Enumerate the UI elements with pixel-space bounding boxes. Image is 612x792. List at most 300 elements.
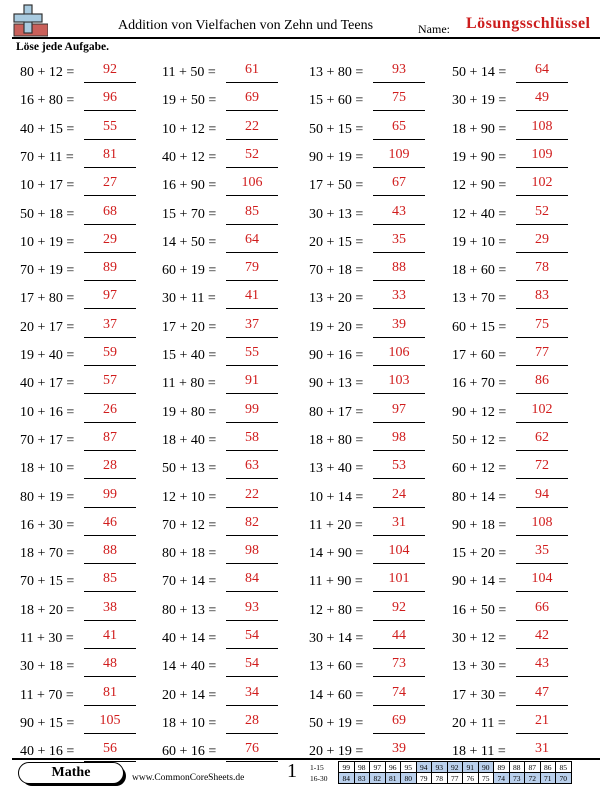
problem-expression: 60 + 19 =	[162, 263, 217, 279]
problem-item	[309, 173, 429, 199]
problem-expression: 16 + 90 =	[162, 178, 217, 194]
answer-value: 108	[531, 514, 553, 530]
answer-line	[516, 337, 568, 338]
problem-item	[162, 711, 282, 737]
answer-line	[226, 422, 278, 423]
answer-value: 49	[535, 90, 549, 106]
name-label: Name:	[418, 22, 450, 36]
problem-expression: 11 + 90 =	[309, 574, 363, 590]
problem-item	[309, 654, 429, 680]
answer-line	[84, 280, 136, 281]
problem-item	[20, 569, 140, 595]
problem-expression: 90 + 16 =	[309, 348, 364, 363]
answer-value: 22	[245, 486, 259, 502]
answer-value: 109	[531, 146, 553, 162]
answer-value: 97	[103, 288, 117, 304]
answer-value: 81	[103, 146, 117, 162]
problem-item	[162, 371, 282, 397]
answer-line	[516, 705, 568, 706]
problem-item	[309, 428, 429, 454]
problem-item	[20, 541, 140, 567]
problem-expression: 80 + 18 =	[162, 546, 217, 562]
answer-line	[373, 478, 425, 479]
key-cell: 94	[416, 762, 432, 773]
problem-expression: 20 + 15 =	[309, 234, 364, 250]
answer-value: 108	[531, 118, 553, 134]
problem-item	[162, 654, 282, 680]
answer-line	[516, 422, 568, 423]
problem-expression: 50 + 13 =	[162, 461, 217, 477]
answer-line	[84, 591, 136, 592]
problem-expression: 13 + 80 =	[309, 65, 364, 80]
problem-expression: 10 + 12 =	[162, 121, 217, 137]
answer-value: 38	[103, 599, 117, 615]
problem-expression: 14 + 90 =	[309, 546, 364, 562]
problem-item	[452, 541, 572, 567]
answer-line	[516, 167, 568, 168]
answer-line	[226, 591, 278, 592]
problem-item	[162, 541, 282, 567]
answer-line	[373, 507, 425, 508]
brand-badge: Mathe	[18, 762, 124, 784]
problem-expression: 11 + 20 =	[309, 517, 363, 533]
problem-item	[162, 88, 282, 114]
answer-line	[373, 535, 425, 536]
key-cell: 93	[432, 762, 448, 773]
answer-value: 97	[392, 401, 406, 417]
answer-line	[516, 82, 568, 83]
answer-line	[84, 365, 136, 366]
problem-expression: 18 + 20 =	[20, 602, 75, 618]
answer-value: 102	[531, 175, 553, 191]
problem-item	[20, 456, 140, 482]
problem-expression: 80 + 14 =	[452, 489, 507, 505]
problem-expression: 90 + 13 =	[309, 376, 364, 392]
answer-line	[226, 280, 278, 281]
problem-expression: 10 + 19 =	[20, 234, 75, 250]
answer-line	[84, 563, 136, 564]
instruction-text: Löse jede Aufgabe.	[16, 41, 109, 53]
answer-line	[226, 224, 278, 225]
problem-expression: 40 + 14 =	[162, 631, 217, 646]
problem-item	[452, 258, 572, 284]
key-cell: 72	[525, 773, 541, 784]
problem-expression: 13 + 60 =	[309, 659, 364, 675]
answer-line	[226, 393, 278, 394]
answer-value: 105	[99, 712, 121, 728]
answer-line	[516, 563, 568, 564]
answer-value: 28	[245, 712, 259, 728]
problem-item	[20, 230, 140, 256]
problem-item	[20, 173, 140, 199]
problem-item	[20, 60, 140, 86]
problem-expression: 90 + 19 =	[309, 149, 364, 165]
problem-item	[452, 315, 572, 341]
answer-value: 69	[392, 712, 406, 728]
problem-item	[20, 513, 140, 539]
problem-item	[452, 343, 572, 369]
answer-value: 27	[103, 175, 117, 191]
answer-line	[516, 507, 568, 508]
answer-line	[373, 563, 425, 564]
answer-line	[84, 393, 136, 394]
answer-line	[84, 167, 136, 168]
problem-item	[309, 541, 429, 567]
answer-value: 58	[245, 429, 259, 445]
footer-divider	[12, 758, 600, 760]
answer-value: 88	[103, 543, 117, 559]
problem-item	[309, 315, 429, 341]
answer-line	[84, 705, 136, 706]
problem-expression: 30 + 13 =	[309, 206, 364, 222]
answer-line	[516, 139, 568, 140]
problem-expression: 50 + 19 =	[309, 715, 364, 731]
problem-item	[452, 513, 572, 539]
problem-item	[452, 173, 572, 199]
answer-value: 37	[103, 316, 117, 332]
problem-item	[20, 343, 140, 369]
problem-expression: 80 + 19 =	[20, 489, 75, 505]
problem-expression: 15 + 60 =	[309, 93, 364, 109]
answer-line	[84, 450, 136, 451]
answer-value: 93	[245, 599, 259, 615]
answer-line	[84, 195, 136, 196]
problem-expression: 70 + 11 =	[20, 149, 74, 165]
problem-item	[452, 456, 572, 482]
answer-line	[373, 591, 425, 592]
answer-value: 63	[245, 458, 259, 474]
answer-value: 21	[535, 712, 549, 728]
answer-line	[516, 365, 568, 366]
answer-line	[373, 393, 425, 394]
problem-item	[452, 654, 572, 680]
answer-value: 104	[531, 571, 553, 587]
answer-value: 39	[392, 741, 406, 757]
problem-expression: 15 + 20 =	[452, 546, 507, 562]
answer-value: 48	[103, 656, 117, 672]
problem-expression: 20 + 14 =	[162, 687, 217, 703]
answer-value: 53	[392, 458, 406, 474]
problem-item	[452, 428, 572, 454]
answer-line	[84, 337, 136, 338]
key-row	[308, 773, 571, 784]
answer-line	[226, 167, 278, 168]
answer-value: 59	[103, 345, 117, 360]
answer-line	[516, 280, 568, 281]
problem-expression: 19 + 80 =	[162, 404, 217, 420]
problem-expression: 20 + 17 =	[20, 319, 75, 335]
answer-line	[516, 110, 568, 111]
answer-line	[84, 110, 136, 111]
problem-expression: 18 + 90 =	[452, 121, 507, 137]
answer-value: 62	[535, 429, 549, 445]
answer-value: 98	[392, 429, 406, 445]
answer-value: 57	[103, 373, 117, 389]
problem-expression: 90 + 12 =	[452, 404, 507, 420]
answer-line	[516, 648, 568, 649]
problem-item	[162, 315, 282, 341]
answer-value: 72	[535, 458, 549, 474]
problem-expression: 12 + 80 =	[309, 602, 364, 618]
problem-item	[309, 626, 429, 652]
problem-expression: 90 + 15 =	[20, 715, 75, 731]
problem-expression: 30 + 11 =	[162, 291, 216, 307]
answer-line	[84, 620, 136, 621]
problem-expression: 50 + 15 =	[309, 121, 364, 137]
problem-expression: 80 + 13 =	[162, 602, 217, 618]
answer-value: 68	[103, 203, 117, 219]
problem-expression: 11 + 70 =	[20, 687, 74, 703]
problem-expression: 17 + 80 =	[20, 291, 75, 307]
answer-value: 101	[388, 571, 410, 587]
key-cell: 97	[370, 762, 386, 773]
problem-expression: 80 + 12 =	[20, 65, 75, 80]
problem-expression: 20 + 11 =	[452, 715, 506, 731]
answer-value: 31	[535, 741, 549, 757]
key-cell: 83	[354, 773, 370, 784]
answer-value: 54	[245, 628, 259, 643]
problem-item	[162, 145, 282, 171]
answer-value: 78	[535, 260, 549, 276]
problem-expression: 90 + 18 =	[452, 517, 507, 533]
problem-item	[162, 598, 282, 624]
problem-expression: 17 + 50 =	[309, 178, 364, 194]
answer-value: 46	[103, 514, 117, 530]
problem-item	[162, 230, 282, 256]
problem-item	[162, 173, 282, 199]
answer-value: 42	[535, 628, 549, 643]
answer-line	[84, 676, 136, 677]
problem-item	[452, 202, 572, 228]
problem-expression: 17 + 20 =	[162, 319, 217, 335]
key-cell: 73	[509, 773, 525, 784]
answer-line	[84, 252, 136, 253]
problem-item	[20, 485, 140, 511]
answer-line	[373, 110, 425, 111]
problem-expression: 14 + 40 =	[162, 659, 217, 675]
problem-item	[20, 711, 140, 737]
answer-value: 87	[103, 429, 117, 445]
problem-item	[452, 626, 572, 652]
answer-line	[226, 535, 278, 536]
problem-expression: 70 + 17 =	[20, 432, 75, 448]
problem-expression: 18 + 80 =	[309, 432, 364, 448]
problem-expression: 50 + 12 =	[452, 432, 507, 448]
answer-value: 99	[103, 486, 117, 502]
answer-line	[516, 620, 568, 621]
answer-line	[516, 252, 568, 253]
key-cell: 82	[370, 773, 386, 784]
problem-expression: 30 + 12 =	[452, 631, 507, 646]
answer-line	[373, 167, 425, 168]
answer-value: 94	[535, 486, 549, 502]
key-cell: 74	[494, 773, 510, 784]
problem-expression: 50 + 14 =	[452, 65, 507, 80]
key-cell: 85	[556, 762, 572, 773]
answer-value: 88	[392, 260, 406, 276]
answer-value: 104	[388, 543, 410, 559]
problem-expression: 16 + 70 =	[452, 376, 507, 392]
key-cell: 81	[385, 773, 401, 784]
problem-expression: 90 + 14 =	[452, 574, 507, 590]
answer-value: 92	[103, 62, 117, 77]
problem-item	[309, 343, 429, 369]
answer-line	[373, 648, 425, 649]
answer-value: 84	[245, 571, 259, 587]
answer-value: 106	[241, 175, 263, 191]
problem-item	[162, 739, 282, 765]
problem-item	[162, 343, 282, 369]
answer-line	[226, 337, 278, 338]
answer-value: 52	[245, 146, 259, 162]
answer-line	[226, 648, 278, 649]
answer-line	[226, 478, 278, 479]
answer-key-table	[308, 761, 572, 784]
problem-item	[20, 371, 140, 397]
answer-value: 77	[535, 345, 549, 360]
answer-line	[516, 308, 568, 309]
problem-item	[309, 513, 429, 539]
key-cell: 71	[540, 773, 556, 784]
problem-expression: 11 + 50 =	[162, 65, 216, 80]
problem-expression: 13 + 20 =	[309, 291, 364, 307]
problem-item	[20, 117, 140, 143]
problem-expression: 40 + 17 =	[20, 376, 75, 392]
answer-value: 29	[535, 231, 549, 247]
problem-expression: 40 + 15 =	[20, 121, 75, 137]
problem-expression: 70 + 18 =	[309, 263, 364, 279]
problem-item	[309, 711, 429, 737]
problem-item	[452, 60, 572, 86]
problem-expression: 13 + 70 =	[452, 291, 507, 307]
header-divider	[12, 37, 600, 39]
answer-value: 99	[245, 401, 259, 417]
answer-value: 75	[392, 90, 406, 106]
problem-expression: 11 + 80 =	[162, 376, 216, 392]
problem-expression: 18 + 10 =	[20, 461, 75, 477]
problem-expression: 19 + 20 =	[309, 319, 364, 335]
problem-item	[20, 88, 140, 114]
key-row	[308, 762, 571, 773]
answer-value: 35	[392, 231, 406, 247]
answer-value: 106	[388, 345, 410, 360]
answer-line	[373, 280, 425, 281]
answer-line	[373, 620, 425, 621]
key-cell: 75	[478, 773, 494, 784]
problem-expression: 30 + 14 =	[309, 631, 364, 646]
answer-line	[373, 676, 425, 677]
problem-item	[162, 569, 282, 595]
key-cell: 90	[478, 762, 494, 773]
problem-item	[309, 258, 429, 284]
answer-line	[516, 591, 568, 592]
answer-value: 82	[245, 514, 259, 530]
problem-item	[162, 400, 282, 426]
problem-expression: 12 + 10 =	[162, 489, 217, 505]
problem-expression: 12 + 40 =	[452, 206, 507, 222]
answer-value: 35	[535, 543, 549, 559]
problem-item	[452, 711, 572, 737]
problem-expression: 10 + 14 =	[309, 489, 364, 505]
problem-expression: 70 + 14 =	[162, 574, 217, 590]
problem-item	[309, 60, 429, 86]
key-cell: 99	[339, 762, 355, 773]
problem-item	[309, 202, 429, 228]
answer-line	[84, 82, 136, 83]
problem-item	[162, 683, 282, 709]
answer-value: 73	[392, 656, 406, 672]
answer-line	[373, 224, 425, 225]
answer-line	[84, 308, 136, 309]
problem-expression: 19 + 40 =	[20, 348, 75, 363]
problem-item	[309, 117, 429, 143]
problem-item	[20, 428, 140, 454]
answer-value: 92	[392, 599, 406, 615]
answer-value: 85	[245, 203, 259, 219]
answer-value: 98	[245, 543, 259, 559]
answer-line	[226, 676, 278, 677]
problem-expression: 12 + 90 =	[452, 178, 507, 194]
problem-expression: 16 + 50 =	[452, 602, 507, 618]
answer-value: 52	[535, 203, 549, 219]
problem-item	[452, 371, 572, 397]
problem-expression: 30 + 18 =	[20, 659, 75, 675]
problem-expression: 60 + 12 =	[452, 461, 507, 477]
problem-expression: 40 + 12 =	[162, 149, 217, 165]
answer-value: 61	[245, 62, 259, 77]
problem-item	[162, 60, 282, 86]
problem-item	[452, 88, 572, 114]
problem-item	[452, 683, 572, 709]
problem-item	[20, 286, 140, 312]
answer-value: 33	[392, 288, 406, 304]
problem-item	[309, 569, 429, 595]
key-cell: 88	[509, 762, 525, 773]
answer-line	[373, 705, 425, 706]
answer-line	[84, 733, 136, 734]
answer-value: 47	[535, 684, 549, 700]
problem-item	[20, 258, 140, 284]
problem-item	[162, 485, 282, 511]
problem-expression: 18 + 60 =	[452, 263, 507, 279]
problem-item	[309, 145, 429, 171]
problem-item	[309, 683, 429, 709]
answer-line	[373, 308, 425, 309]
answer-value: 89	[103, 260, 117, 276]
answer-value: 37	[245, 316, 259, 332]
answer-value: 41	[103, 628, 117, 643]
problem-item	[452, 598, 572, 624]
key-cell: 87	[525, 762, 541, 773]
answer-value: 66	[535, 599, 549, 615]
answer-line	[226, 139, 278, 140]
answer-line	[226, 365, 278, 366]
answer-value: 109	[388, 146, 410, 162]
answer-value: 64	[245, 231, 259, 247]
answer-key-label: Lösungsschlüssel	[466, 15, 591, 32]
answer-line	[516, 195, 568, 196]
problem-item	[309, 456, 429, 482]
problem-expression: 11 + 30 =	[20, 631, 74, 646]
problem-expression: 70 + 19 =	[20, 263, 75, 279]
key-cell: 95	[401, 762, 417, 773]
answer-line	[226, 507, 278, 508]
problem-item	[309, 286, 429, 312]
problem-expression: 10 + 17 =	[20, 178, 75, 194]
answer-value: 34	[245, 684, 259, 700]
site-url: www.CommonCoreSheets.de	[132, 773, 245, 783]
problem-expression: 14 + 50 =	[162, 234, 217, 250]
